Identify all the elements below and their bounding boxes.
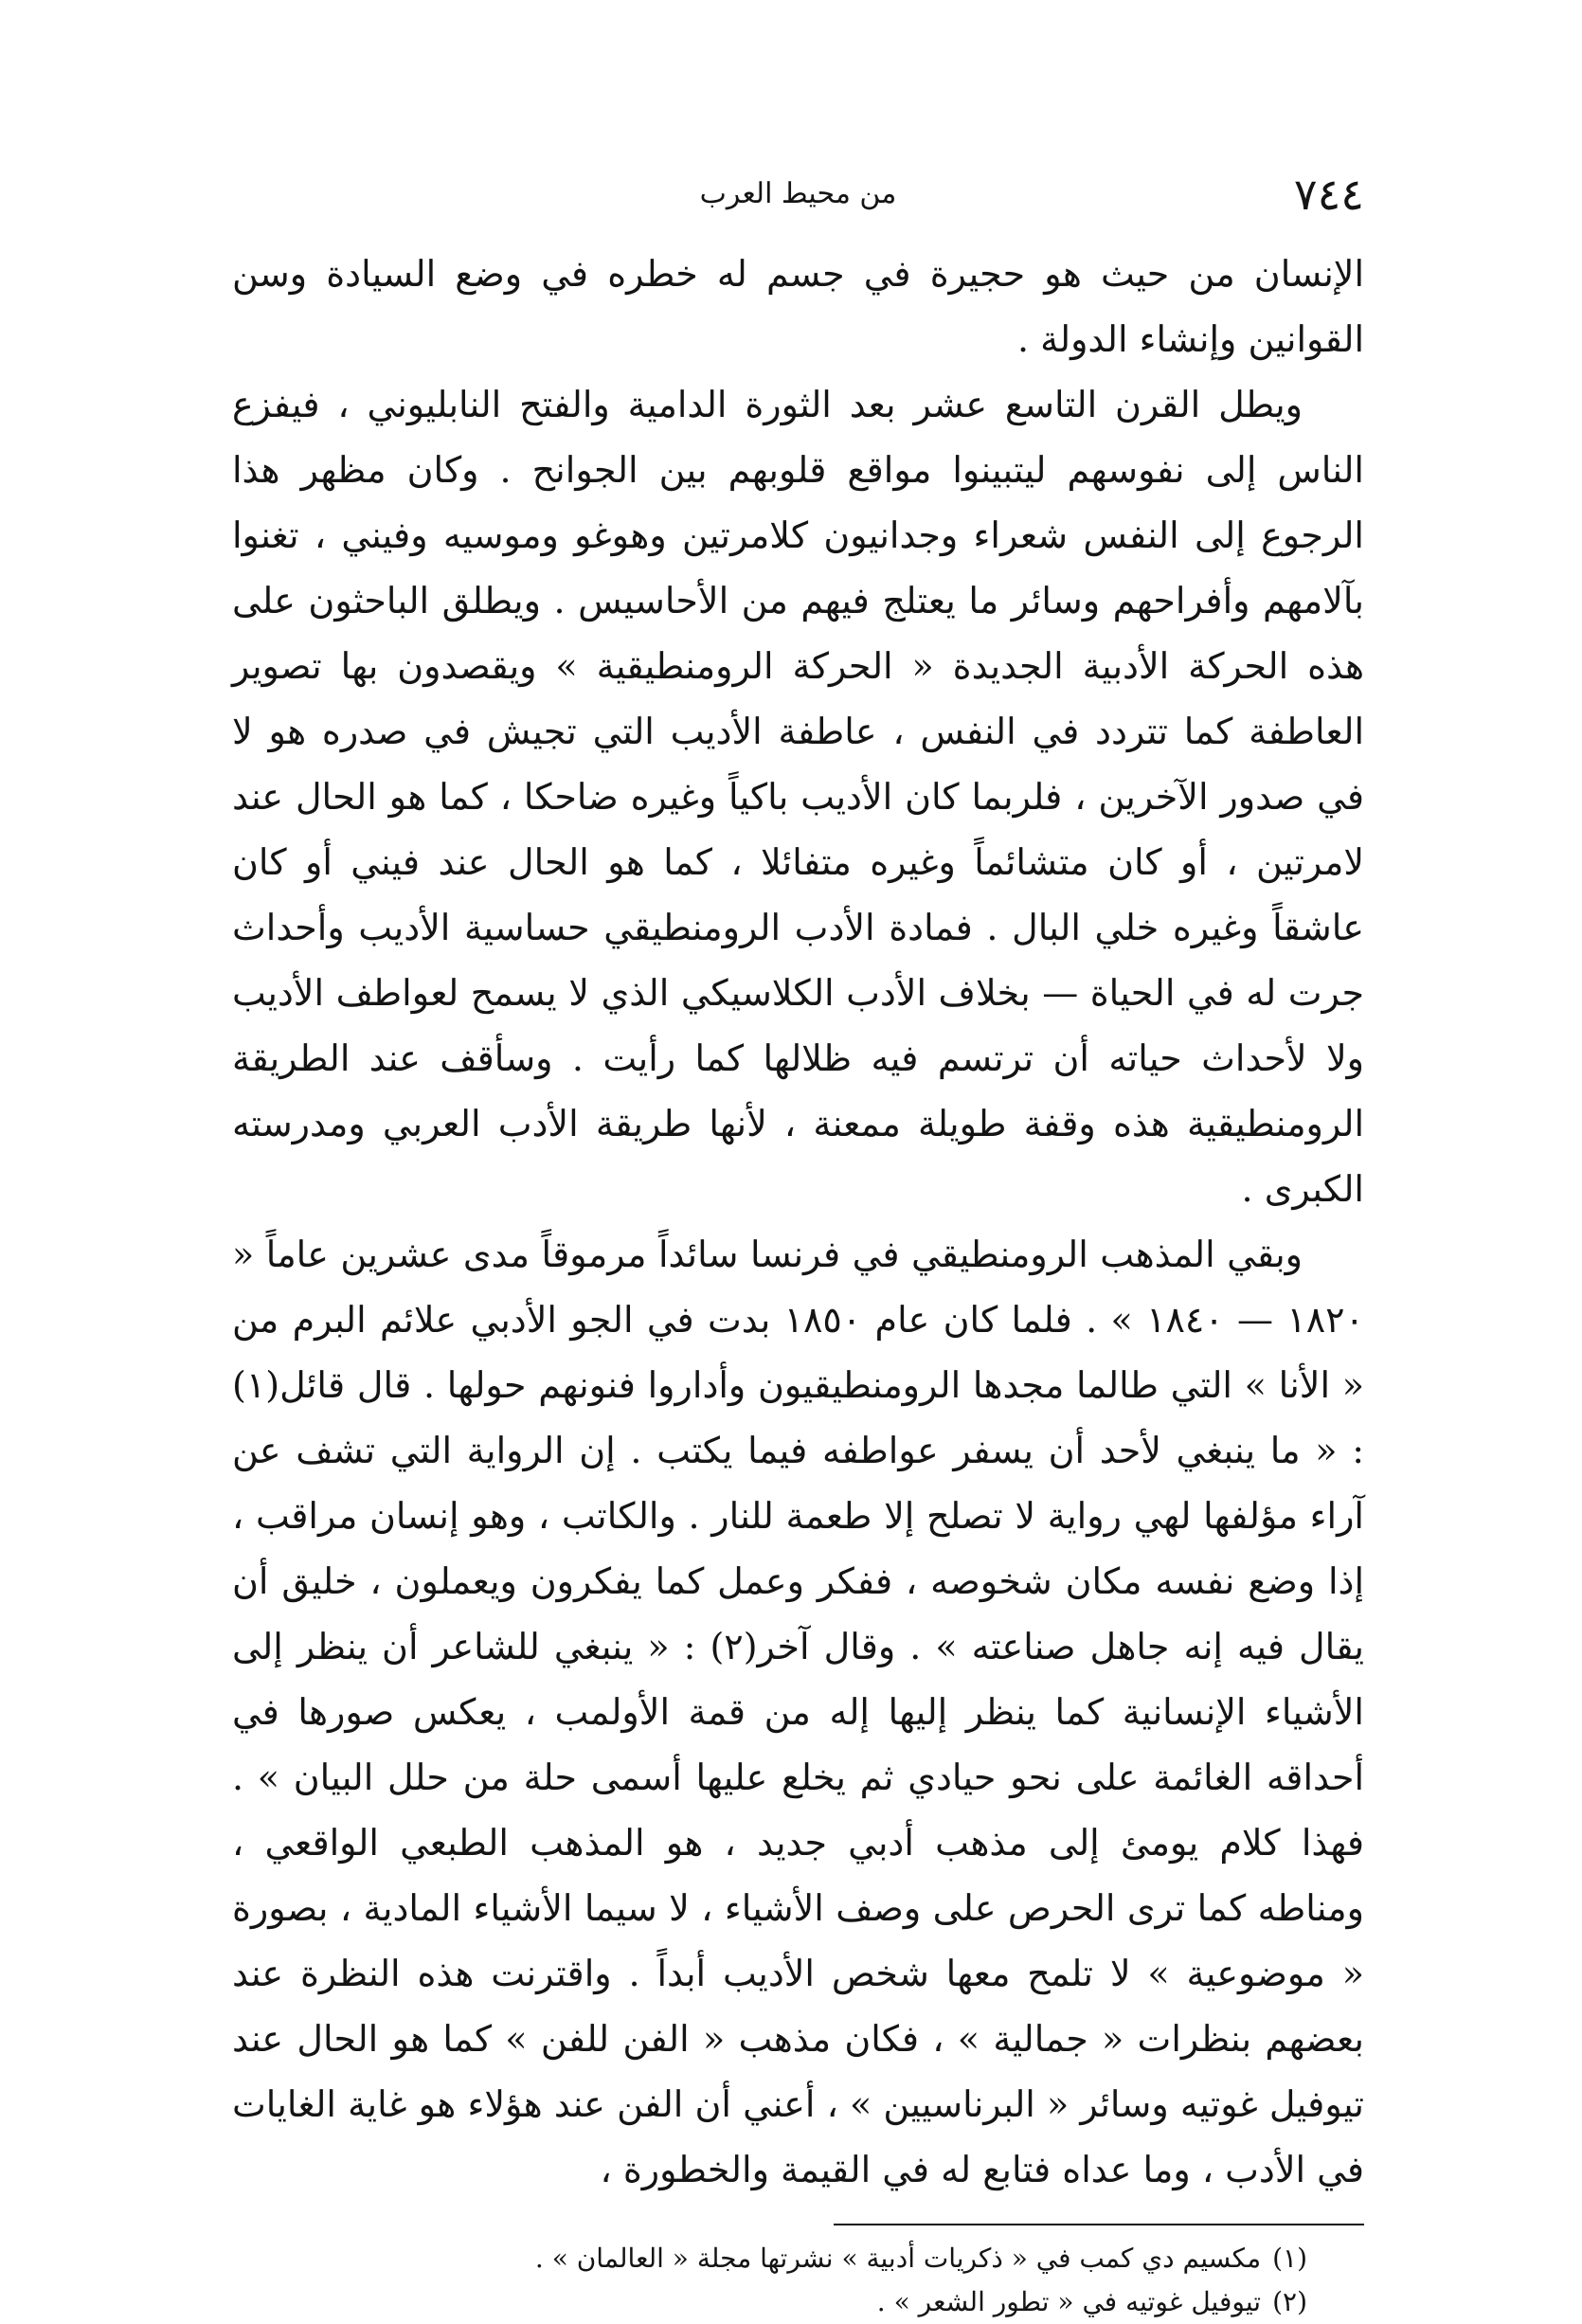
page-number: ٧٤٤ xyxy=(1293,169,1364,220)
running-title: من محيط العرب xyxy=(699,177,897,210)
footnote xyxy=(232,2280,1364,2324)
page-header xyxy=(232,166,1364,242)
footnotes xyxy=(232,2237,1364,2324)
paragraph: وبقي المذهب الرومنطيقي في فرنسا سائداً مرموقاً مدى عشرين عاماً « ١٨٢٠ — ١٨٤٠ » . فلما كان عام ١٨٥٠ بدت في الجو الأدبي علائم البرم من « الأنا » التي طالما مجدها الرومنطيقيون وأداروا فنونهم حولها . قال قائل(١) : « ما ينبغي لأحد أن يسفر عواطفه فيما يكتب . إن الرواية التي تشف عن آراء مؤلفها لهي رواية لا تصلح إلا طعمة للنار . والكاتب ، وهو إنسان مراقب ، إذا وضع نفسه مكان شخوصه ، ففكر وعمل كما يفكرون ويعملون ، خليق أن يقال فيه إنه جاهل صناعته » . وقال آخر(٢) : « ينبغي للشاعر أن ينظر إلى الأشياء الإنسانية كما ينظر إليها إله من قمة الأولمب ، يعكس صورها في أحداقه الغائمة على نحو حيادي ثم يخلع عليها أسمى حلة من حلل البيان » . فهذا كلام يومئ إلى مذهب أدبي جديد ، هو المذهب الطبعي الواقعي ، ومناطه كما ترى الحرص على وصف الأشياء ، لا سيما الأشياء المادية ، بصورة « موضوعية » لا تلمح معها شخص الأديب أبداً . واقترنت هذه النظرة عند بعضهم بنظرات « جمالية » ، فكان مذهب « الفن للفن » كما هو الحال عند تيوفيل غوتيه وسائر « البرناسيين » ، أعني أن الفن عند هؤلاء هو غاية الغايات في الأدب ، وما عداه فتابع له في القيمة والخطورة ، xyxy=(232,1234,1364,2190)
footnote xyxy=(232,2237,1364,2280)
footnote-text: مكسيم دي كمب في « ذكريات أدبية » نشرتها مجلة « العالمان » . xyxy=(534,2243,1262,2274)
paragraph: الإنسان من حيث هو حجيرة في جسم له خطره في وضع السيادة وسن القوانين وإنشاء الدولة . xyxy=(232,253,1364,360)
footnote-text: تيوفيل غوتيه في « تطور الشعر » . xyxy=(876,2286,1262,2317)
body-text xyxy=(232,242,1364,2203)
book-page xyxy=(232,166,1364,2317)
paragraph: ويطل القرن التاسع عشر بعد الثورة الدامية والفتح النابليوني ، فيفزع الناس إلى نفوسهم ليتبينوا مواقع قلوبهم بين الجوانح . وكان مظهر هذا الرجوع إلى النفس شعراء وجدانيون كلامرتين وهوغو وموسيه وفيني ، تغنوا بآلامهم وأفراحهم وسائر ما يعتلج فيهم من الأحاسيس . ويطلق الباحثون على هذه الحركة الأدبية الجديدة « الحركة الرومنطيقية » ويقصدون بها تصوير العاطفة كما تتردد في النفس ، عاطفة الأديب التي تجيش في صدره هو لا في صدور الآخرين ، فلربما كان الأديب باكياً وغيره ضاحكا ، كما هو الحال عند لامرتين ، أو كان متشائماً وغيره متفائلا ، كما هو الحال عند فيني أو كان عاشقاً وغيره خلي البال . فمادة الأدب الرومنطيقي حساسية الأديب وأحداث جرت له في الحياة — بخلاف الأدب الكلاسيكي الذي لا يسمح لعواطف الأديب ولا لأحداث حياته أن ترتسم فيه ظلالها كما رأيت . وسأقف عند الطريقة الرومنطيقية هذه وقفة طويلة ممعنة ، لأنها طريقة الأدب العربي ومدرسته الكبرى . xyxy=(232,384,1364,1210)
footnote-divider xyxy=(834,2224,1364,2225)
footnote-number: (٢) xyxy=(1272,2286,1307,2317)
footnote-number: (١) xyxy=(1272,2243,1307,2274)
